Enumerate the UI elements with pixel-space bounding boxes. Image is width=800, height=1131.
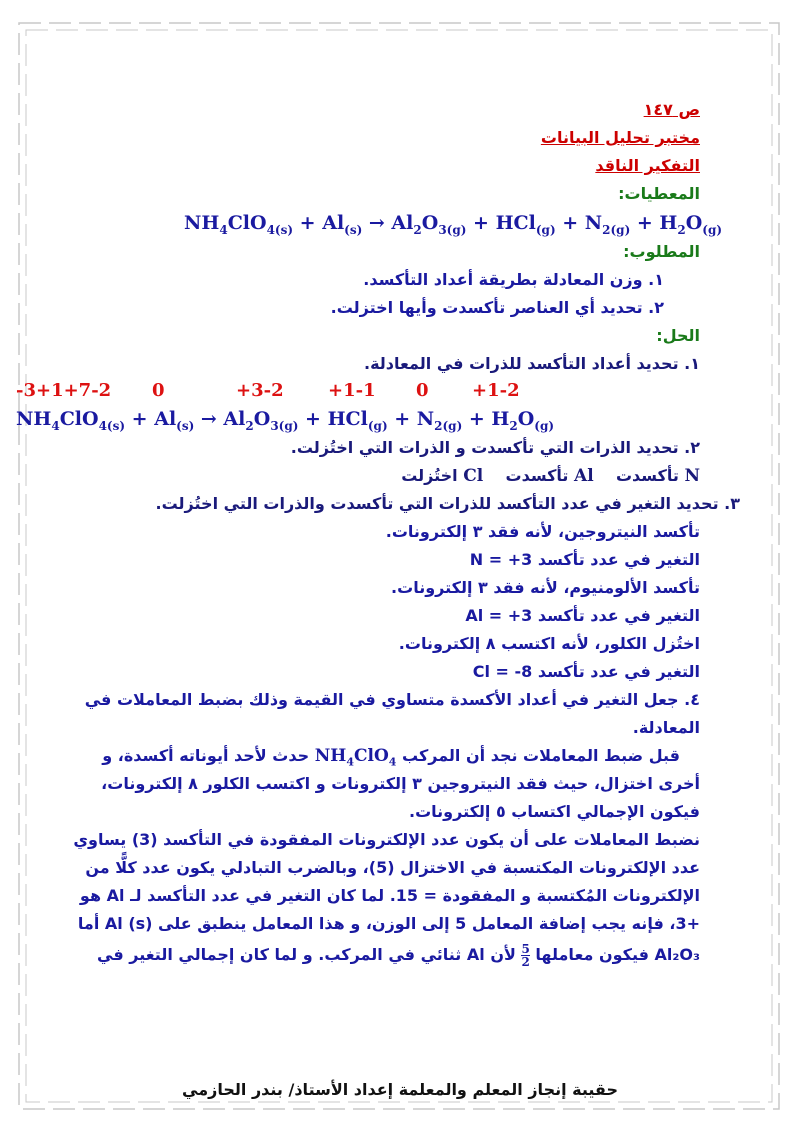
paragraph-1-line-1: قبل ضبط المعاملات نجد أن المركب $NH_4ClO_4$ حدث لأحد أيوناته أكسدة، و	[102, 746, 680, 769]
ox-number-n2: 0	[416, 380, 429, 401]
cl-change: التغير في عدد تأكسد Cl = -8	[472, 662, 700, 681]
step-4-line-2: المعادلة.	[632, 718, 700, 737]
section-title: مختبر تحليل البيانات	[540, 128, 700, 147]
document-body	[16, 96, 740, 972]
oxidized-reduced-summary: N تأكسدت Al تأكسدت Cl اختُزلت	[401, 466, 700, 486]
paragraph-2-line-5: Al₂O₃ فيكون معاملها $\frac{5}{2}$ لأن Al ثنائي في المركب. و لما كان إجمالي التغير في	[97, 942, 700, 969]
paragraph-2-line-3: الإلكترونات المُكتسبة و المفقودة = 15. لما كان التغير في عدد التأكسد لـ Al هو	[79, 886, 700, 905]
ox-number-h2o: +1-2	[472, 380, 520, 401]
required-item-2: ٢. تحديد أي العناصر تأكسدت وأيها اختزلت.	[330, 298, 664, 317]
oxidation-equation: $NH_4ClO_{4(s)} + Al_{(s)} \to Al_2O_{3(g)} + HCl_{(g)} + N_{2(g)} + H_2O_{(g)}$	[16, 408, 555, 433]
ox-number-al: 0	[152, 380, 165, 401]
ox-number-nh4clo4: -3+1+7-2	[16, 380, 112, 401]
page-reference: ص ١٤٧	[643, 100, 700, 119]
paragraph-2-line-2: عدد الإلكترونات المكتسبة في الاختزال (5)، وبالضرب التبادلي يكون عدد كلًّا من	[85, 858, 700, 877]
n-change: التغير في عدد تأكسد N = +3	[469, 550, 700, 569]
al-change: التغير في عدد تأكسد Al = +3	[465, 606, 700, 625]
al-oxidized-note: تأكسد الألومنيوم، لأنه فقد ٣ إلكترونات.	[391, 578, 700, 597]
step-2: ٢. تحديد الذرات التي تأكسدت و الذرات التي اختُزلت.	[290, 438, 700, 457]
ox-number-al2o3: +3-2	[236, 380, 284, 401]
paragraph-2-line-4: +3، فإنه يجب إضافة المعامل 5 إلى الوزن، و هذا المعامل ينطبق على Al (s) أما	[77, 914, 700, 933]
paragraph-1-line-2: أخرى اختزال، حيث فقد النيتروجين ٣ إلكترونات و اكتسب الكلور ٨ إلكترونات،	[101, 774, 700, 793]
n-oxidized-note: تأكسد النيتروجين، لأنه فقد ٣ إلكترونات.	[385, 522, 700, 541]
required-item-1: ١. وزن المعادلة بطريقة أعداد التأكسد.	[363, 270, 664, 289]
ox-number-hcl: +1-1	[328, 380, 376, 401]
step-3: ٣. تحديد التغير في عدد التأكسد للذرات التي تأكسدت والذرات التي اختُزلت.	[155, 494, 740, 513]
paragraph-2-line-1: نضبط المعاملات على أن يكون عدد الإلكترونات المفقودة في التأكسد (3) يساوي	[73, 830, 700, 849]
step-4-line-1: ٤. جعل التغير في أعداد الأكسدة متساوي في القيمة وذلك بضبط المعاملات في	[84, 690, 700, 709]
required-label: المطلوب:	[623, 242, 700, 261]
cl-reduced-note: اختُزل الكلور، لأنه اكتسب ٨ إلكترونات.	[398, 634, 700, 653]
paragraph-1-line-3: فيكون الإجمالي اكتساب ٥ إلكترونات.	[409, 802, 700, 821]
step-1: ١. تحديد أعداد التأكسد للذرات في المعادلة.	[364, 354, 700, 373]
page-footer: حقيبة إنجاز المعلم والمعلمة إعداد الأستاذ/ بندر الحازمي	[182, 1080, 618, 1099]
subsection-title: التفكير الناقد	[595, 156, 700, 175]
solution-label: الحل:	[656, 326, 700, 345]
oxidation-numbers-row	[16, 378, 700, 404]
fraction-five-halves: $\frac{5}{2}$	[521, 942, 530, 969]
given-equation: $NH_4ClO_{4(s)} + Al_{(s)} \to Al_2O_{3(g)} + HCl_{(g)} + N_{2(g)} + H_2O_{(g)}$	[184, 212, 723, 237]
givens-label: المعطيات:	[618, 184, 700, 203]
